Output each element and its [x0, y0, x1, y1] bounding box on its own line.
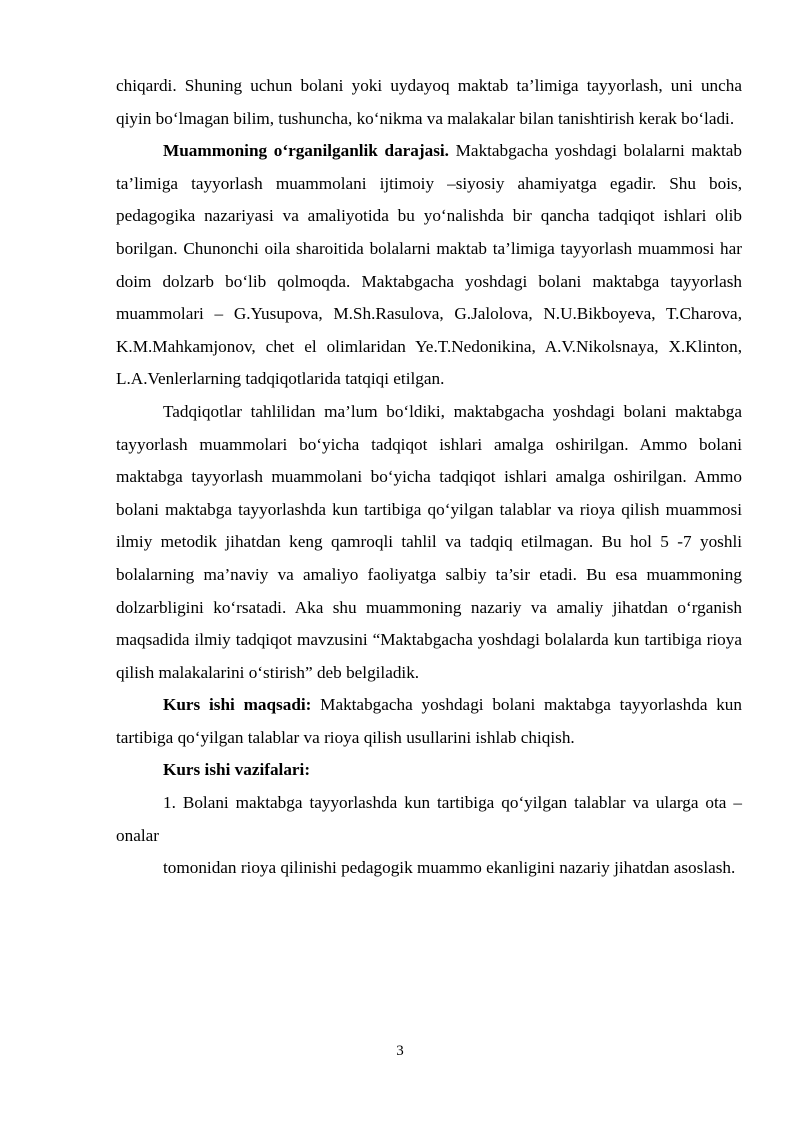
paragraph-continuation: chiqardi. Shuning uchun bolani yoki uydayoq maktab ta’limiga tayyorlash, uni uncha qiyin bo‘lmagan bilim, tushuncha, ko‘nikma va malakalar bilan tanishtirish kerak bo‘ladi. — [116, 76, 742, 128]
task-item-1: 1. Bolani maktabga tayyorlashda kun tartibiga qo‘yilgan talablar va ularga ota –onalar — [116, 793, 742, 845]
paragraph-research-level — [116, 135, 742, 396]
page-number: 3 — [396, 1043, 404, 1059]
paragraph-analysis: Tadqiqotlar tahlilidan ma’lum bo‘ldiki, maktabgacha yoshdagi bolani maktabga tayyorlash muammolari bo‘yicha tadqiqot ishlari amalga oshirilgan. Ammo bolani maktabga tayyorlash muammolani bo‘yicha tadqiqot ishlari amalga oshirilgan. Ammo bolani maktabga tayyorlashda kun tartibiga qo‘yilgan talablar va rioya qilish muammosi ilmiy metodik jihatdan keng qamroqli tahlil va tadqiq etilmagan. Bu hol 5 -7 yoshli bolalarning ma’naviy va amaliyo faoliyatga salbiy ta’sir etadi. Bu esa muammoning dolzarbligini ko‘rsatadi. Aka shu muammoning nazariy va amaliy jihatdan o‘rganish maqsadida ilmiy tadqiqot mavzusini “Maktabgacha yoshdagi bolalarda kun tartibiga rioya qilish malakalarini o‘stirish” deb belgiladik. — [116, 401, 742, 682]
research-level-heading: Muammoning o‘rganilganlik darajasi. — [163, 141, 449, 161]
paragraph-goal — [116, 689, 742, 754]
research-level-text: Maktabgacha yoshdagi bolalarni maktab ta’limiga tayyorlash muammolani ijtimoiy –siyosiy ahamiyatga egadir. Shu bois, pedagogika nazariyasi va amaliyotida bu yo‘nalishda bir qancha tadqiqot ishlari olib borilgan. Chunonchi oila sharoitida bolalarni maktab ta’limiga tayyorlash muammosi har doim dolzarb bo‘lib qolmoqda. Maktabgacha yoshdagi bolani maktabga tayyorlash muammolari – G.Yusupova, M.Sh.Rasulova, G.Jalolova, N.U.Bikboyeva, T.Charova, K.M.Mahkamjonov, chet el olimlaridan Ye.T.Nedonikina, A.V.Nikolsnaya, X.Klinton, L.A.Venlerlarning tadqiqotlarida tatqiqi etilgan. — [116, 141, 742, 389]
body-text — [116, 70, 742, 885]
task-item-1-continuation: tomonidan rioya qilinishi pedagogik muammo ekanligini nazariy jihatdan asoslash. — [163, 858, 736, 878]
goal-heading: Kurs ishi maqsadi: — [163, 695, 312, 715]
tasks-heading: Kurs ishi vazifalari: — [163, 760, 311, 780]
goal-text: Maktabgacha yoshdagi bolani maktabga tayyorlashda kun tartibiga qo‘yilgan talablar va rioya qilish usullarini ishlab chiqish. — [116, 695, 742, 747]
